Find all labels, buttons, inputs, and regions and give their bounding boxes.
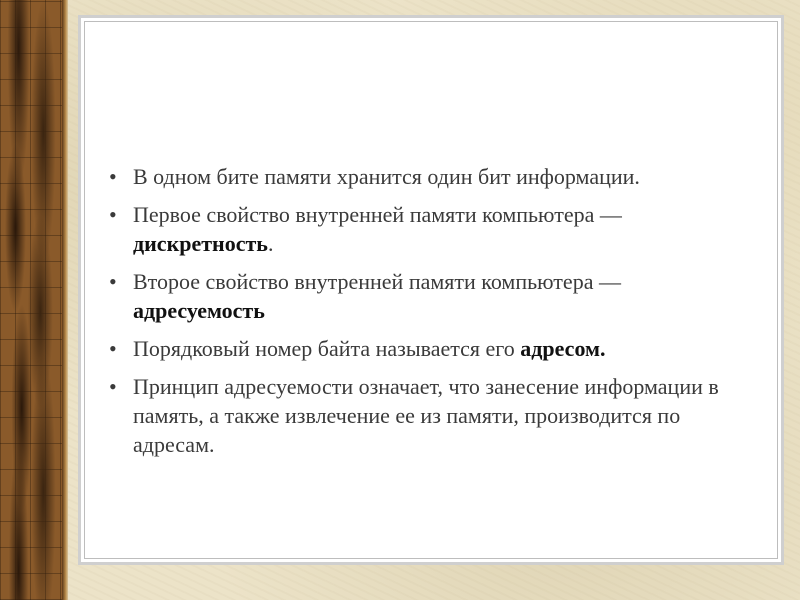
bullet-suffix: .: [267, 231, 274, 256]
bullet-icon: •: [109, 269, 117, 294]
bullet-item: [109, 200, 749, 258]
bullet-bold-term: адресуемость: [133, 298, 265, 323]
slide-content-panel: [78, 15, 784, 565]
decorative-band-edge: [62, 0, 68, 600]
bullet-icon: •: [109, 202, 117, 227]
decorative-left-band: [0, 0, 62, 600]
bullet-icon: •: [109, 336, 117, 361]
bullet-item: [109, 372, 749, 459]
bullet-text: Второе свойство внутренней памяти компьютера —: [133, 269, 621, 294]
bullet-icon: •: [109, 164, 117, 189]
bullet-item: [109, 162, 749, 191]
bullet-bold-term: адресом.: [520, 336, 606, 361]
bullet-text: Порядковый номер байта называется его: [133, 336, 521, 361]
bullet-text: Принцип адресуемости означает, что занесение информации в память, а также извлечение ее из памяти, производится по адресам.: [133, 374, 719, 457]
bullet-icon: •: [109, 374, 117, 399]
bullet-bold-term: дискретность: [133, 231, 268, 256]
bullet-list: [109, 162, 749, 468]
bullet-item: [109, 334, 749, 363]
bullet-text: В одном бите памяти хранится один бит информации.: [133, 164, 640, 189]
bullet-item: [109, 267, 749, 325]
bullet-text: Первое свойство внутренней памяти компьютера —: [133, 202, 622, 227]
